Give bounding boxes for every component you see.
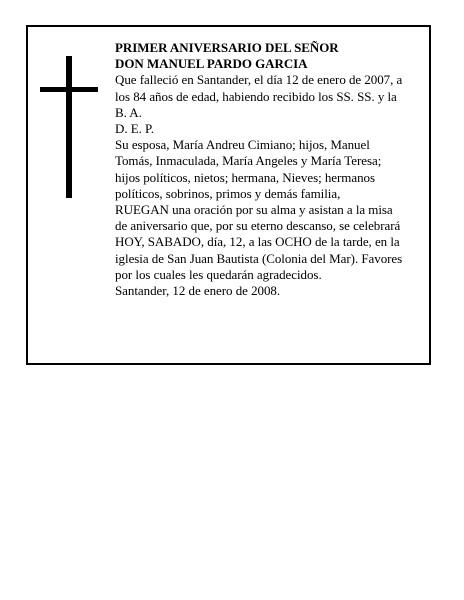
notice-title-line-2: DON MANUEL PARDO GARCIA <box>115 56 308 72</box>
notice-line: hijos políticos, nietos; hermana, Nieves; hermanos <box>115 169 375 185</box>
notice-line: políticos, sobrinos, primos y demás familia, <box>115 185 341 201</box>
notice-line: de aniversario que, por su eterno descanso, se celebrará <box>115 218 401 234</box>
cross-vertical-bar <box>66 56 72 198</box>
notice-line: HOY, SABADO, día, 12, a las OCHO de la tarde, en la <box>115 234 400 250</box>
notice-line: por los cuales les quedarán agradecidos. <box>115 266 322 282</box>
notice-line: RUEGAN una oración por su alma y asistan a la misa <box>115 202 393 218</box>
notice-line: B. A. <box>115 104 142 120</box>
notice-line: iglesia de San Juan Bautista (Colonia del Mar). Favores <box>115 250 403 266</box>
notice-title-line-1: PRIMER ANIVERSARIO DEL SEÑOR <box>115 40 339 55</box>
cross-horizontal-bar <box>40 87 98 92</box>
notice-line: D. E. P. <box>115 121 154 137</box>
notice-line: Que falleció en Santander, el día 12 de enero de 2007, a <box>115 72 403 88</box>
notice-line: Su esposa, María Andreu Cimiano; hijos, Manuel <box>115 137 370 153</box>
latin-cross-icon <box>40 56 98 198</box>
notice-line: Tomás, Inmaculada, María Angeles y María Teresa; <box>115 153 382 169</box>
notice-line: los 84 años de edad, habiendo recibido los SS. SS. y la <box>115 88 397 104</box>
obituary-notice <box>26 25 431 365</box>
notice-line: Santander, 12 de enero de 2008. <box>115 283 281 299</box>
notice-text <box>115 40 425 299</box>
